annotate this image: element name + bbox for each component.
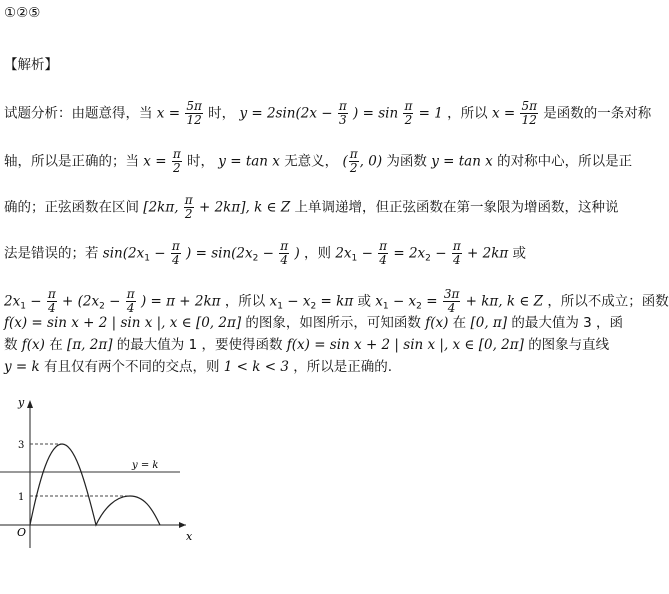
y-axis-arrow bbox=[27, 400, 33, 408]
explanation-line-7 bbox=[4, 336, 609, 354]
math-run: + 2kπ], k ∈ Z bbox=[198, 199, 291, 216]
text-run: 法是错误的；若 bbox=[4, 245, 99, 262]
fraction: $\frac{\pi}{4}$ bbox=[171, 239, 180, 267]
subscript: 2 bbox=[252, 253, 259, 264]
math-run: − bbox=[392, 293, 405, 310]
text-run: 的最大值为 3 ，函 bbox=[511, 315, 624, 331]
math-run: 2x bbox=[408, 245, 426, 262]
math-run: − bbox=[262, 245, 274, 262]
text-run: 在 bbox=[49, 337, 63, 353]
explanation-line-5 bbox=[4, 288, 669, 316]
math-run: − bbox=[154, 245, 166, 262]
math-run: = 1 bbox=[418, 105, 443, 122]
math-run: + 2kπ bbox=[467, 245, 509, 262]
math-run: + kπ, k ∈ Z bbox=[465, 293, 544, 310]
y-axis-label: y bbox=[18, 396, 25, 409]
math-run: f(x) bbox=[21, 337, 45, 353]
subscript: 1 bbox=[382, 301, 389, 312]
text-run: 时， bbox=[208, 105, 236, 122]
math-run: sin(2x bbox=[102, 245, 145, 262]
math-run: , 0) bbox=[359, 153, 383, 170]
fraction: $\frac{\pi}{2}$ bbox=[172, 147, 181, 175]
math-run: ) = sin(2x bbox=[186, 245, 253, 262]
text-run: 或 bbox=[357, 293, 371, 310]
math-run: − bbox=[361, 245, 373, 262]
math-run: x bbox=[269, 293, 278, 310]
explanation-line-1 bbox=[4, 100, 651, 127]
text-run: 上单调递增，但正弦函数在第一象限为增函数，这种说 bbox=[294, 199, 619, 216]
answer-text: ①②⑤ bbox=[4, 5, 41, 21]
math-run: ) = sin bbox=[353, 105, 399, 122]
subscript: 2 bbox=[310, 301, 317, 312]
function-graph bbox=[0, 396, 200, 556]
math-run: y = tan x bbox=[431, 153, 493, 170]
math-run: 1 < k < 3 bbox=[223, 359, 289, 375]
fraction: $\frac{5\pi}{12}$ bbox=[521, 99, 537, 127]
fraction: $\frac{\pi}{4}$ bbox=[126, 287, 135, 315]
x-axis-arrow bbox=[179, 522, 186, 528]
subscript: 1 bbox=[20, 301, 26, 312]
fraction: $\frac{\pi}{4}$ bbox=[280, 239, 289, 267]
x-axis-label: x bbox=[186, 530, 193, 543]
math-run: = bbox=[393, 245, 405, 262]
explanation-line-3 bbox=[4, 194, 619, 221]
text-run: ，所以 bbox=[447, 105, 488, 122]
text-run: 的图象，如图所示，可知函数 bbox=[245, 315, 421, 331]
fraction: $\frac{\pi}{2}$ bbox=[404, 99, 413, 127]
math-run: x bbox=[408, 293, 417, 310]
math-run: [0, π] bbox=[470, 315, 508, 331]
text-run: 无意义， bbox=[284, 153, 339, 170]
text-run: 确的；正弦函数在区间 bbox=[4, 199, 139, 216]
math-run: y = tan x bbox=[218, 153, 280, 170]
math-run: 2x bbox=[4, 293, 21, 310]
math-run: x = bbox=[491, 105, 516, 122]
subscript: 1 bbox=[351, 253, 358, 264]
math-run: = kπ bbox=[320, 293, 354, 310]
math-run: − bbox=[109, 293, 121, 310]
text-run: 有且仅有两个不同的交点，则 bbox=[44, 359, 220, 375]
text-run: ，则 bbox=[304, 245, 332, 262]
math-run: − bbox=[435, 245, 447, 262]
math-run: x bbox=[302, 293, 311, 310]
line-label-y-k: y = k bbox=[132, 460, 159, 471]
text-run: 或 bbox=[512, 245, 527, 262]
explanation-line-8 bbox=[4, 358, 392, 376]
math-run: ) = π + 2kπ bbox=[140, 293, 221, 310]
math-run: y = 2sin(2x − bbox=[239, 105, 333, 122]
text-run: 轴，所以是正确的；当 bbox=[4, 153, 139, 170]
math-run: f(x) = sin x + 2 | sin x |, x ∈ [0, 2π] bbox=[286, 337, 524, 353]
math-run: y = k bbox=[4, 359, 40, 375]
text-run: 是函数的一条对称 bbox=[543, 105, 652, 122]
math-run: x = bbox=[156, 105, 181, 122]
math-run: f(x) = sin x + 2 | sin x |, x ∈ [0, 2π] bbox=[4, 315, 242, 331]
text-run: ，所以是正确的. bbox=[293, 359, 393, 375]
math-run: x bbox=[375, 293, 383, 310]
section-heading: 【解析】 bbox=[4, 57, 58, 73]
explanation-line-2 bbox=[4, 148, 632, 175]
math-run: [π, 2π] bbox=[67, 337, 113, 353]
text-run: 的图象与直线 bbox=[528, 337, 610, 353]
fraction: $\frac{\pi}{2}$ bbox=[184, 193, 193, 221]
tick-label-3: 3 bbox=[18, 440, 25, 451]
math-run: 2x bbox=[335, 245, 352, 262]
origin-label: O bbox=[17, 526, 27, 539]
text-run: 时， bbox=[187, 153, 214, 170]
subscript: 1 bbox=[277, 301, 283, 312]
fraction: $\frac{\pi}{4}$ bbox=[379, 239, 388, 267]
math-run: ) bbox=[294, 245, 300, 262]
subscript: 1 bbox=[144, 253, 150, 264]
math-run: + (2x bbox=[62, 293, 100, 310]
fraction: $\frac{\pi}{3}$ bbox=[338, 99, 347, 127]
explanation-line-4 bbox=[4, 240, 526, 268]
text-run: 试题分析：由题意得，当 bbox=[4, 105, 153, 122]
subscript: 2 bbox=[416, 301, 422, 312]
fraction: $\frac{\pi}{2}$ bbox=[349, 147, 358, 175]
math-run: − bbox=[30, 293, 42, 310]
math-run: x = bbox=[143, 153, 167, 170]
explanation-line-6 bbox=[4, 314, 623, 332]
math-run: ( bbox=[342, 153, 348, 170]
fraction: $\frac{\pi}{4}$ bbox=[452, 239, 461, 267]
tick-label-1: 1 bbox=[18, 492, 25, 503]
text-run: ，所以 bbox=[224, 293, 266, 310]
math-run: = bbox=[426, 293, 438, 310]
math-run: − bbox=[287, 293, 299, 310]
text-run: 的最大值为 1 ，要使得函数 bbox=[116, 337, 283, 353]
fraction: $\frac{3\pi}{4}$ bbox=[443, 287, 460, 315]
math-run: f(x) bbox=[425, 315, 449, 331]
subscript: 2 bbox=[99, 301, 105, 312]
text-run: 为函数 bbox=[386, 153, 427, 170]
math-run: [2kπ, bbox=[143, 199, 179, 216]
curve-f bbox=[30, 444, 160, 525]
text-run: 在 bbox=[452, 315, 467, 331]
text-run: ，所以不成立；函数 bbox=[547, 293, 669, 310]
fraction: $\frac{\pi}{4}$ bbox=[47, 287, 56, 315]
text-run: 的对称中心，所以是正 bbox=[497, 153, 633, 170]
text-run: 数 bbox=[4, 337, 18, 353]
subscript: 2 bbox=[425, 253, 431, 264]
fraction: $\frac{5\pi}{12}$ bbox=[186, 99, 202, 127]
